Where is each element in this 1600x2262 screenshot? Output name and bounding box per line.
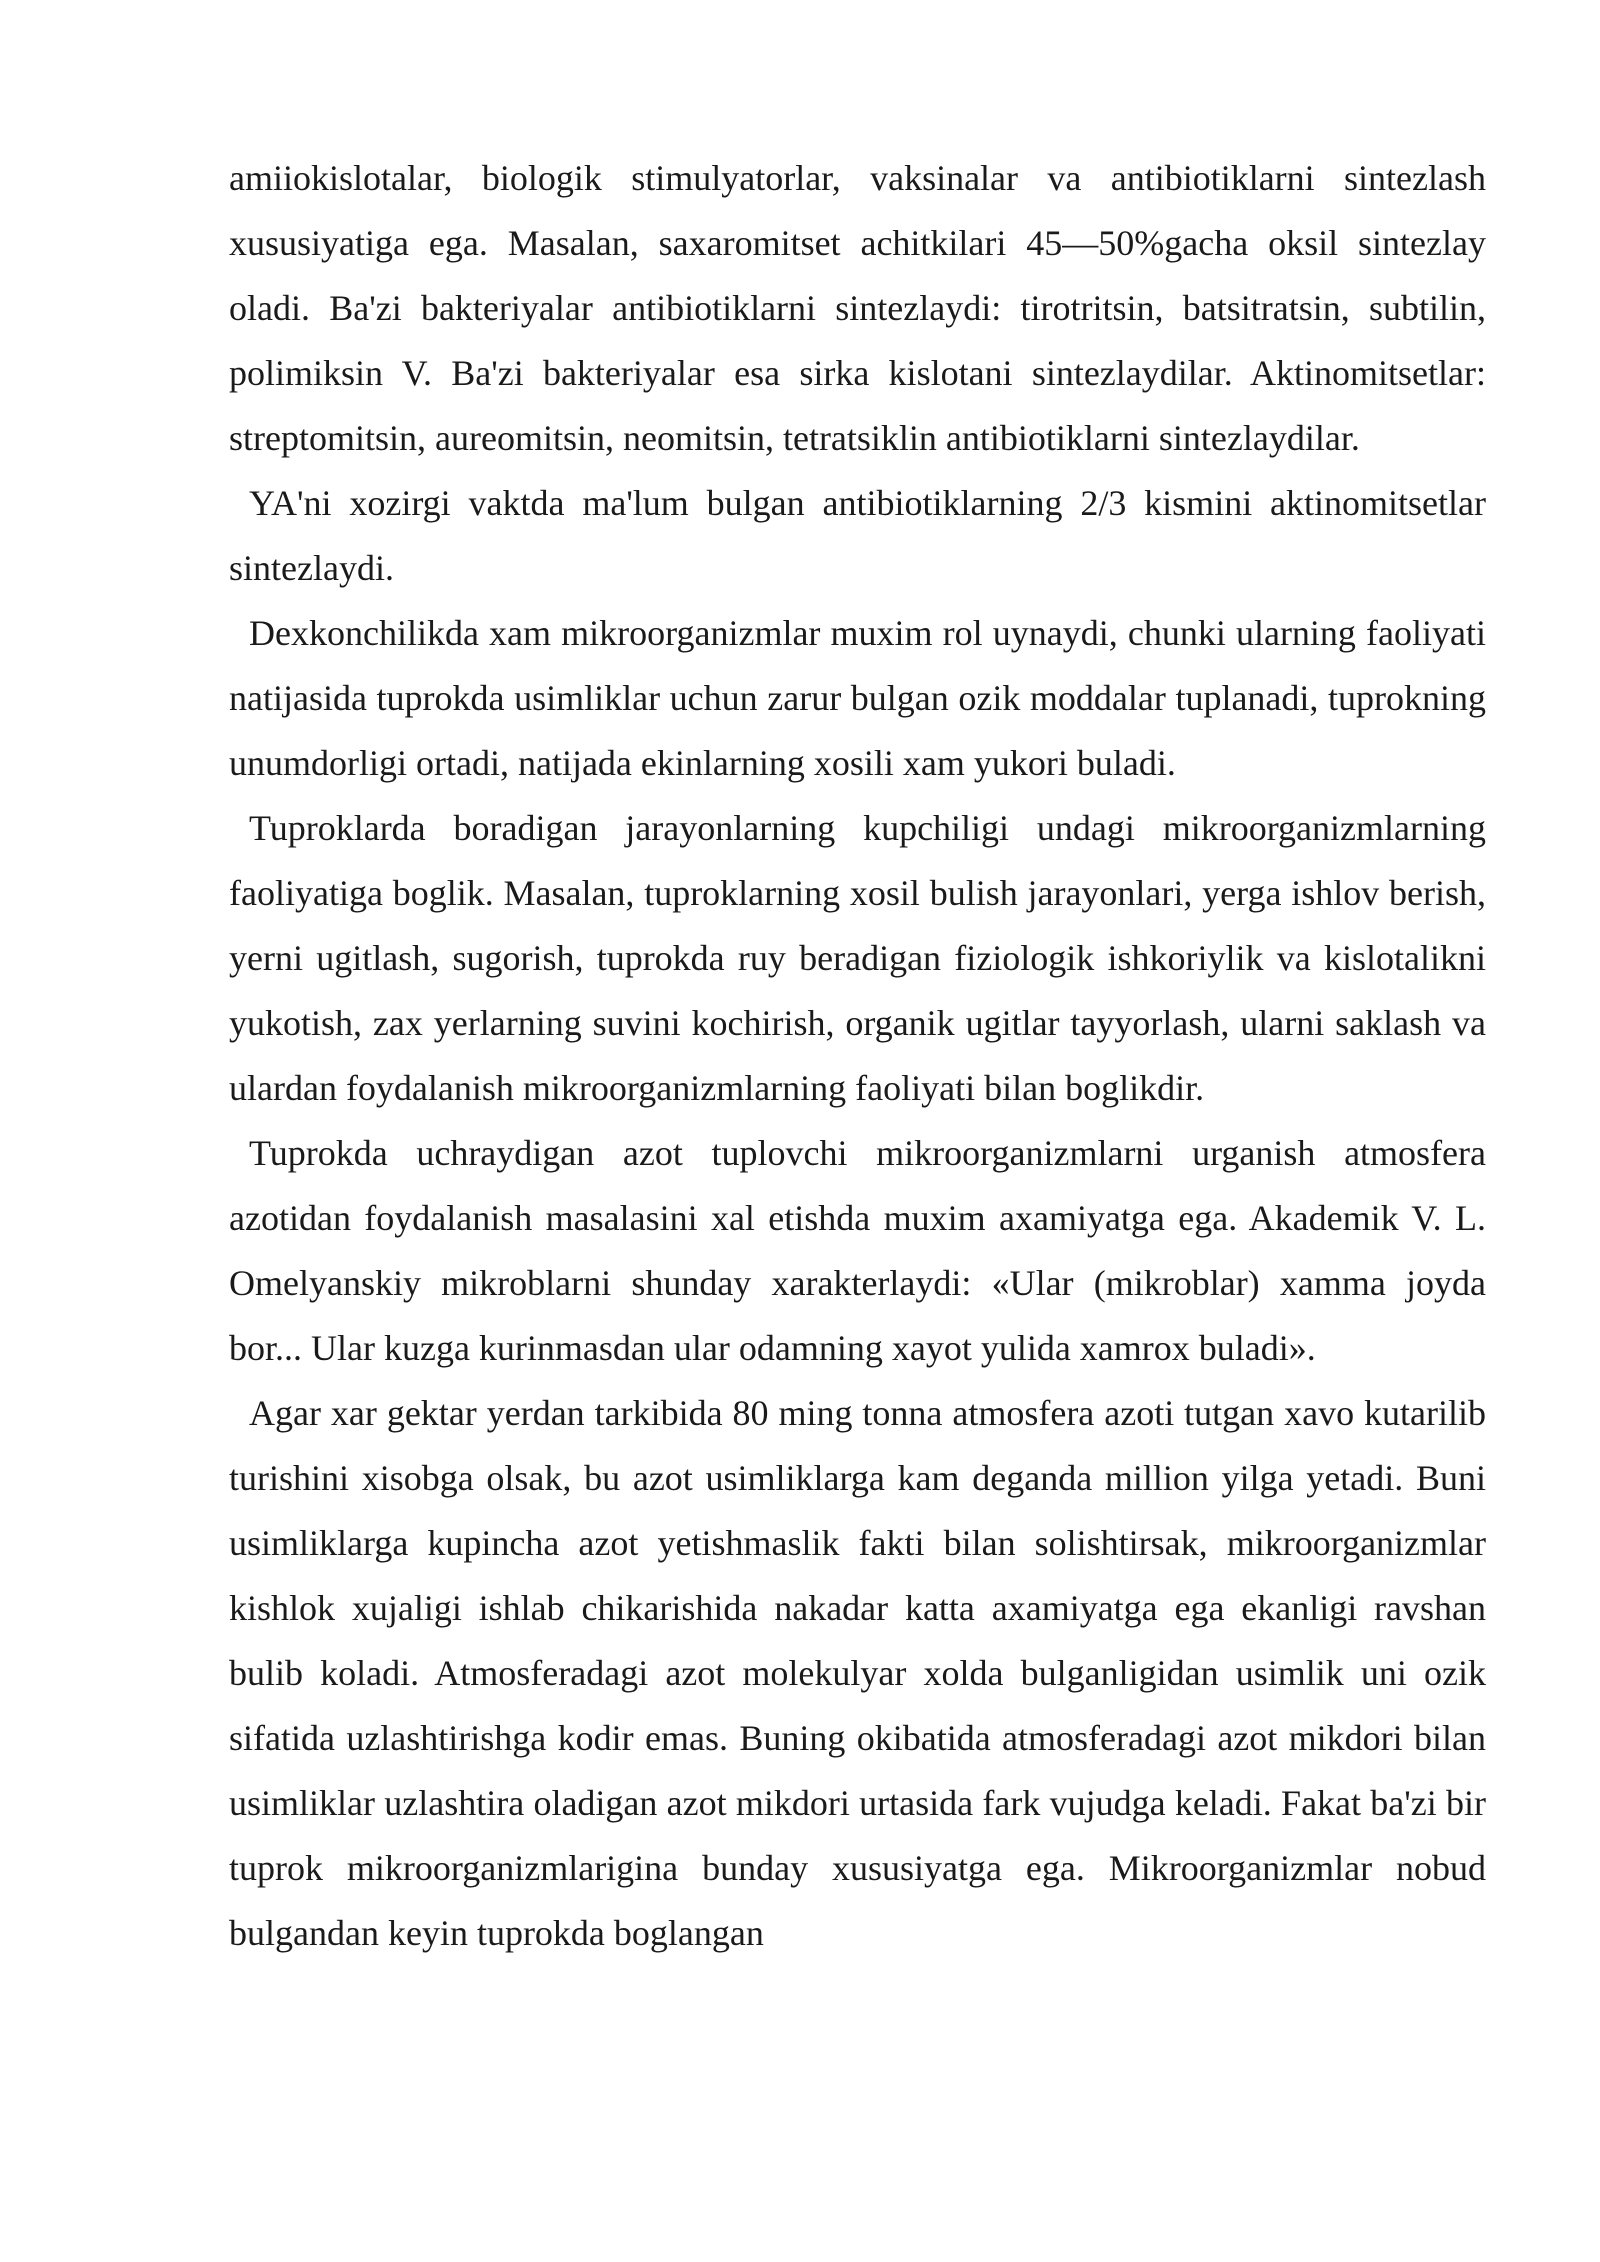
paragraph-continuation: amiiokislotalar, biologik stimulyatorlar, vaksinalar va antibiotiklarni sintezlash xususiyatiga ega. Masalan, saxaromitset achitkilari 45—50%gacha oksil sintezlay oladi. Ba'zi bakteriyalar antibiotiklarni sintezlaydi: tirotritsin, batsitratsin, subtilin, polimiksin V. Ba'zi bakteriyalar esa sirka kislotani sintezlaydilar. Aktinomitsetlar: streptomitsin, aureomitsin, neomitsin, tetratsiklin antibiotiklarni sintezlaydilar.: [229, 158, 1486, 458]
document-page: [229, 146, 1486, 1966]
paragraph-antibiotics: YA'ni xozirgi vaktda ma'lum bulgan antibiotiklarning 2/3 kismini aktinomitsetlar sintezlaydi.: [229, 483, 1486, 588]
paragraph-soil-processes: Tuproklarda boradigan jarayonlarning kupchiligi undagi mikroorganizmlarning faoliyatiga boglik. Masalan, tuproklarning xosil bulish jarayonlari, yerga ishlov berish, yerni ugitlash, sugorish, tuprokda ruy beradigan fiziologik ishkoriylik va kislotalikni yukotish, zax yerlarning suvini kochirish, organik ugitlar tayyorlash, ularni saklash va ulardan foydalanish mikroorganizmlarning faoliyati bilan boglikdir.: [229, 808, 1486, 1108]
paragraph-nitrogen-fixers: Tuprokda uchraydigan azot tuplovchi mikroorganizmlarni urganish atmosfera azotidan foydalanish masalasini xal etishda muxim axamiyatga ega. Akademik V. L. Omelyanskiy mikroblarni shunday xarakterlaydi: «Ular (mikroblar) xamma joyda bor... Ular kuzga kurinmasdan ular odamning xayot yulida xamrox buladi».: [229, 1133, 1486, 1368]
paragraph-agriculture: Dexkonchilikda xam mikroorganizmlar muxim rol uynaydi, chunki ularning faoliyati natijasida tuprokda usimliklar uchun zarur bulgan ozik moddalar tuplanadi, tuprokning unumdorligi ortadi, natijada ekinlarning xosili xam yukori buladi.: [229, 613, 1486, 783]
paragraph-atmospheric-nitrogen: Agar xar gektar yerdan tarkibida 80 ming tonna atmosfera azoti tutgan xavo kutarilib turishini xisobga olsak, bu azot usimliklarga kam deganda million yilga yetadi. Buni usimliklarga kupincha azot yetishmaslik fakti bilan solishtirsak, mikroorganizmlar kishlok xujaligi ishlab chikarishida nakadar katta axamiyatga ega ekanligi ravshan bulib koladi. Atmosferadagi azot molekulyar xolda bulganligidan usimlik uni ozik sifatida uzlashtirishga kodir emas. Buning okibatida atmosferadagi azot mikdori bilan usimliklar uzlashtira oladigan azot mikdori urtasida fark vujudga keladi. Fakat ba'zi bir tuprok mikroorganizmlarigina bunday xususiyatga ega. Mikroorganizmlar nobud bulgandan keyin tuprokda boglangan: [229, 1393, 1486, 1953]
